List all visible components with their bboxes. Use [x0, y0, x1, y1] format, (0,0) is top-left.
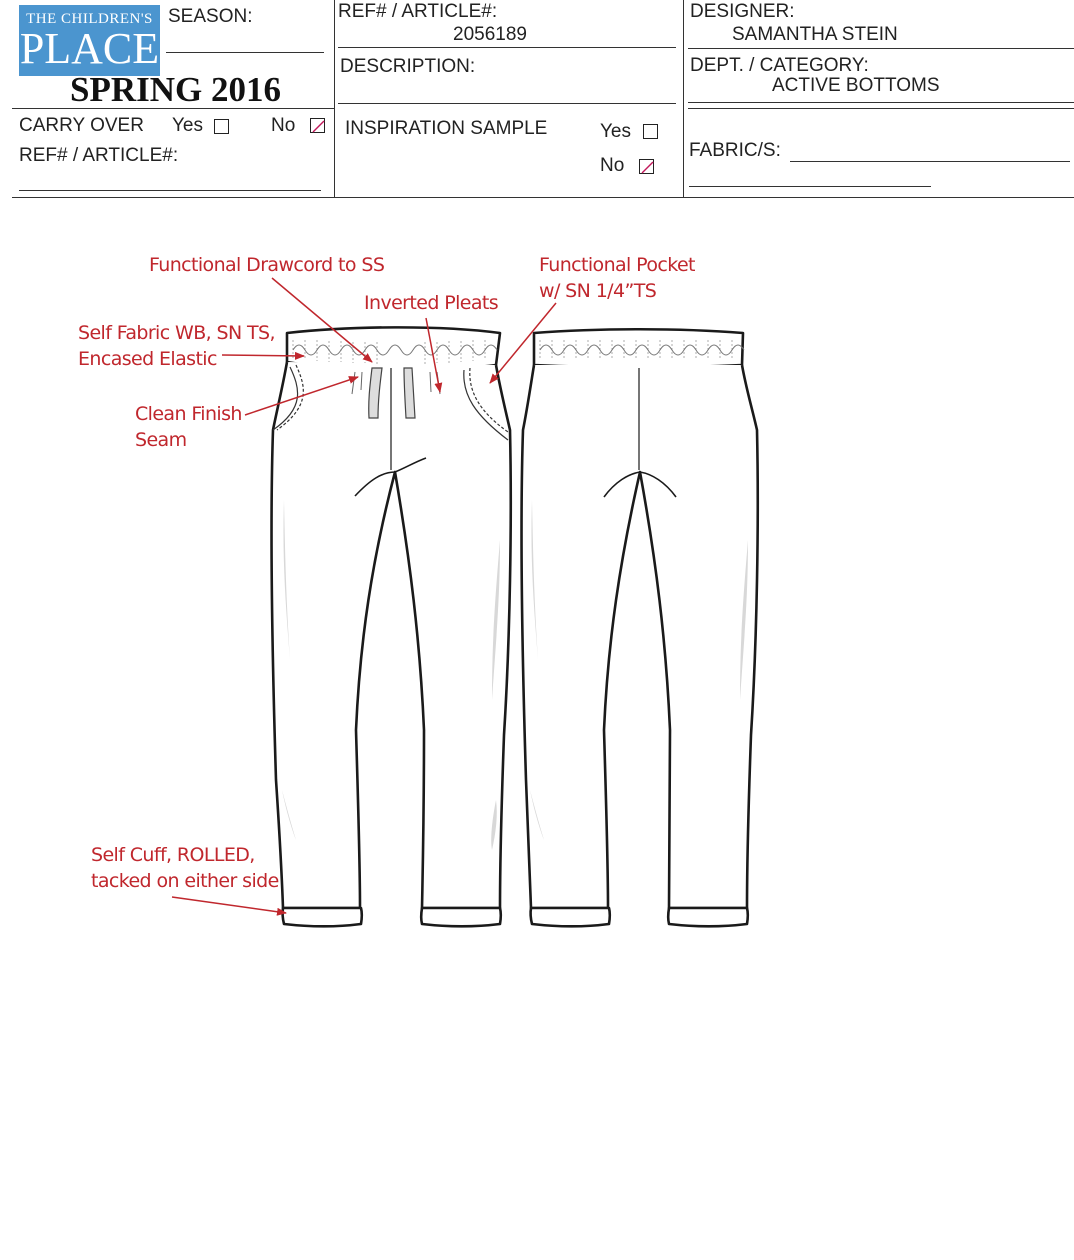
ref-value: 2056189 — [453, 24, 527, 45]
annotation-pocket-line2: w/ SN 1/4”TS — [539, 280, 657, 302]
description-label: DESCRIPTION: — [340, 56, 476, 77]
fabric-label: FABRIC/S: — [689, 140, 781, 161]
dept-label: DEPT. / CATEGORY: — [690, 55, 869, 76]
logo-line1: THE CHILDREN'S — [26, 11, 153, 27]
carry-ref-label: REF# / ARTICLE#: — [19, 145, 179, 166]
annotation-pleats: Inverted Pleats — [364, 292, 499, 314]
front-view — [272, 327, 511, 926]
season-value: SPRING 2016 — [70, 70, 281, 109]
annotation-cuff-line2: tacked on either side — [91, 870, 279, 892]
annotation-pocket-line1: Functional Pocket — [539, 254, 695, 276]
annotation-waistband-line1: Self Fabric WB, SN TS, — [78, 322, 275, 344]
inspiration-label: INSPIRATION SAMPLE — [345, 118, 548, 139]
waistband-arrow — [222, 355, 304, 356]
annotation-waistband-line2: Encased Elastic — [78, 348, 217, 370]
season-label: SEASON: — [168, 6, 253, 27]
annotation-drawcord: Functional Drawcord to SS — [149, 254, 385, 276]
designer-value: SAMANTHA STEIN — [732, 24, 898, 45]
annotation-seam-line2: Seam — [135, 429, 187, 451]
carry-over-no-label: No — [271, 115, 296, 136]
designer-label: DESIGNER: — [690, 1, 795, 22]
carry-over-yes-label: Yes — [172, 115, 203, 136]
dept-value: ACTIVE BOTTOMS — [772, 75, 940, 96]
annotation-seam-line1: Clean Finish — [135, 403, 242, 425]
annotation-cuff-line1: Self Cuff, ROLLED, — [91, 844, 255, 866]
logo-line2: PLACE — [19, 24, 160, 73]
back-view — [522, 329, 758, 926]
inspiration-yes-label: Yes — [600, 121, 631, 142]
inspiration-no-label: No — [600, 155, 625, 176]
ref-label: REF# / ARTICLE#: — [338, 1, 498, 22]
carry-over-label: CARRY OVER — [19, 115, 144, 136]
cuff-arrow — [172, 897, 286, 913]
